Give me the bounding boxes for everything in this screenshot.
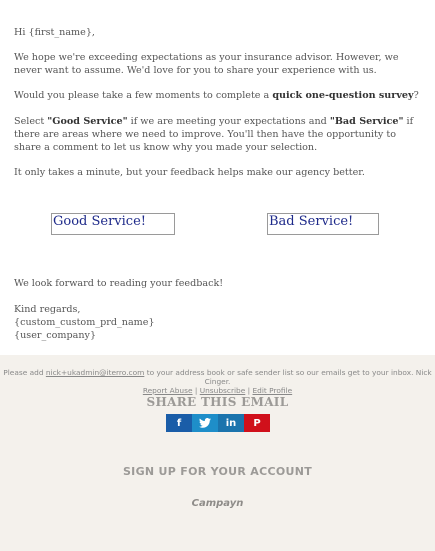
- linkedin-icon[interactable]: in: [218, 414, 244, 432]
- sign-off: Kind regards,: [14, 304, 81, 315]
- survey-request-prefix: Would you please take a few moments to complete a: [14, 90, 273, 101]
- facebook-icon[interactable]: f: [166, 414, 192, 432]
- report-abuse-link[interactable]: Report Abuse: [142, 386, 193, 395]
- edit-profile-link[interactable]: Edit Profile: [252, 386, 293, 395]
- safe-sender-notice: [0, 368, 435, 395]
- unsubscribe-link[interactable]: Unsubscribe: [199, 386, 246, 395]
- notice-prefix: Please add: [3, 368, 46, 377]
- sender-company: {user_company}: [14, 330, 97, 341]
- bad-service-button[interactable]: Bad Service!: [267, 213, 379, 235]
- closing-line: We look forward to reading your feedback!: [14, 278, 224, 289]
- survey-request-suffix: ?: [413, 90, 419, 101]
- instructions-part-a: Select: [14, 116, 48, 127]
- greeting: Hi {first_name},: [14, 27, 95, 38]
- intro-paragraph: We hope we're exceeding expectations as your insurance advisor. However, we never want to assume. We'd love for you to share your experience with us.: [14, 52, 399, 76]
- social-share-bar: [166, 414, 270, 432]
- good-service-emphasis: "Good Service": [47, 116, 128, 127]
- signup-heading[interactable]: SIGN UP FOR YOUR ACCOUNT: [122, 465, 313, 478]
- notice-suffix: to your address book or safe sender list so our emails get to your inbox. Nick Cinger.: [144, 368, 432, 386]
- link-separator: |: [245, 386, 253, 395]
- pinterest-icon[interactable]: P: [244, 414, 270, 432]
- twitter-bird-glyph: [199, 418, 211, 428]
- survey-request-paragraph: [14, 89, 424, 102]
- instructions-part-b: if we are meeting your expectations and: [127, 116, 330, 127]
- feedback-paragraph: It only takes a minute, but your feedback helps make our agency better.: [14, 167, 365, 178]
- link-separator: |: [192, 386, 200, 395]
- good-service-button[interactable]: Good Service!: [51, 213, 175, 235]
- sender-email-link[interactable]: nick+ukadmin@iterro.com: [45, 368, 145, 377]
- instructions-paragraph: [14, 115, 424, 154]
- survey-emphasis: quick one-question survey: [272, 90, 414, 101]
- instructions-part-c: if there are areas where we need to improve. You'll then have the opportunity to share a comment to let us know why you made your selection.: [14, 116, 414, 153]
- bad-service-emphasis: "Bad Service": [329, 116, 404, 127]
- campayn-logo[interactable]: Campayn: [191, 498, 244, 509]
- share-title: SHARE THIS EMAIL: [146, 395, 289, 409]
- sender-name: {custom_custom_prd_name}: [14, 317, 155, 328]
- twitter-icon[interactable]: [192, 414, 218, 432]
- email-footer: [0, 355, 435, 551]
